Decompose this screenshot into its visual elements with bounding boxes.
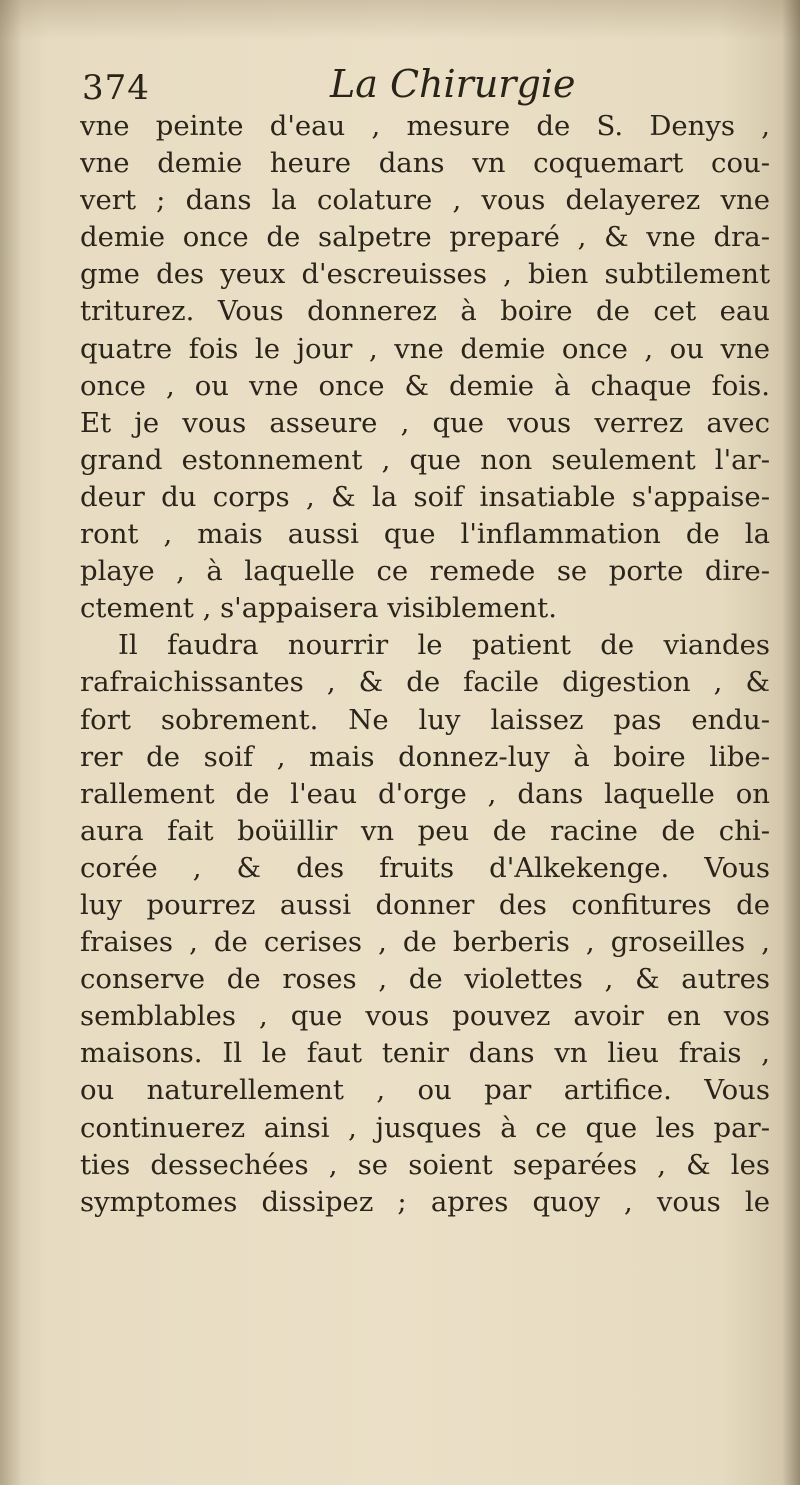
text-line: grand estonnement , que non seulement l'ar- xyxy=(80,443,770,476)
text-line: ront , mais aussi que l'inflammation de la xyxy=(80,518,770,551)
text-line: gme des yeux d'escreuisses , bien subtilement xyxy=(80,258,770,291)
text-line: vert ; dans la colature , vous delayerez vne xyxy=(80,184,770,217)
body-text xyxy=(80,108,770,1221)
text-line: corée , & des fruits d'Alkekenge. Vous xyxy=(80,851,770,884)
text-line: demie once de salpetre preparé , & vne dra- xyxy=(80,221,770,254)
text-line: maisons. Il le faut tenir dans vn lieu frais , xyxy=(80,1037,770,1070)
text-line: aura fait boüillir vn peu de racine de chi- xyxy=(80,814,770,847)
text-line: luy pourrez aussi donner des confitures de xyxy=(80,888,770,921)
text-line: fort sobrement. Ne luy laissez pas endu- xyxy=(80,703,770,736)
text-line: fraises , de cerises , de berberis , groseilles , xyxy=(80,926,770,959)
text-line: Et je vous asseure , que vous verrez avec xyxy=(80,406,770,439)
text-line: continuerez ainsi , jusques à ce que les par- xyxy=(80,1111,770,1144)
text-line: conserve de roses , de violettes , & autres xyxy=(80,963,770,996)
page-edge-shadow xyxy=(782,0,800,1485)
text-line: semblables , que vous pouvez avoir en vos xyxy=(80,1000,770,1033)
running-title: La Chirurgie xyxy=(330,62,576,106)
text-line: rer de soif , mais donnez-luy à boire libe- xyxy=(80,740,770,773)
text-line: deur du corps , & la soif insatiable s'appaise- xyxy=(80,480,770,513)
page-header xyxy=(82,62,772,112)
text-line: playe , à laquelle ce remede se porte dire- xyxy=(80,555,770,588)
text-line: ties dessechées , se soient separées , & les xyxy=(80,1148,770,1181)
text-line: once , ou vne once & demie à chaque fois. xyxy=(80,369,770,402)
page-number: 374 xyxy=(82,68,150,108)
text-line: rafraichissantes , & de facile digestion , & xyxy=(80,666,770,699)
text-line: ctement , s'appaisera visiblement. xyxy=(80,592,557,625)
text-line: rallement de l'eau d'orge , dans laquelle on xyxy=(80,777,770,810)
page-gutter-shadow xyxy=(0,0,22,1485)
text-line: symptomes dissipez ; apres quoy , vous le xyxy=(80,1185,770,1218)
text-line: quatre fois le jour , vne demie once , ou vne xyxy=(80,332,770,365)
text-line: triturez. Vous donnerez à boire de cet eau xyxy=(80,295,770,328)
text-line: vne peinte d'eau , mesure de S. Denys , xyxy=(80,110,770,142)
text-line: ou naturellement , ou par artifice. Vous xyxy=(80,1074,770,1107)
text-line: vne demie heure dans vn coquemart cou- xyxy=(80,147,770,180)
page-top-shadow xyxy=(0,0,800,40)
paragraph-first-line: Il faudra nourrir le patient de viandes xyxy=(118,629,770,662)
